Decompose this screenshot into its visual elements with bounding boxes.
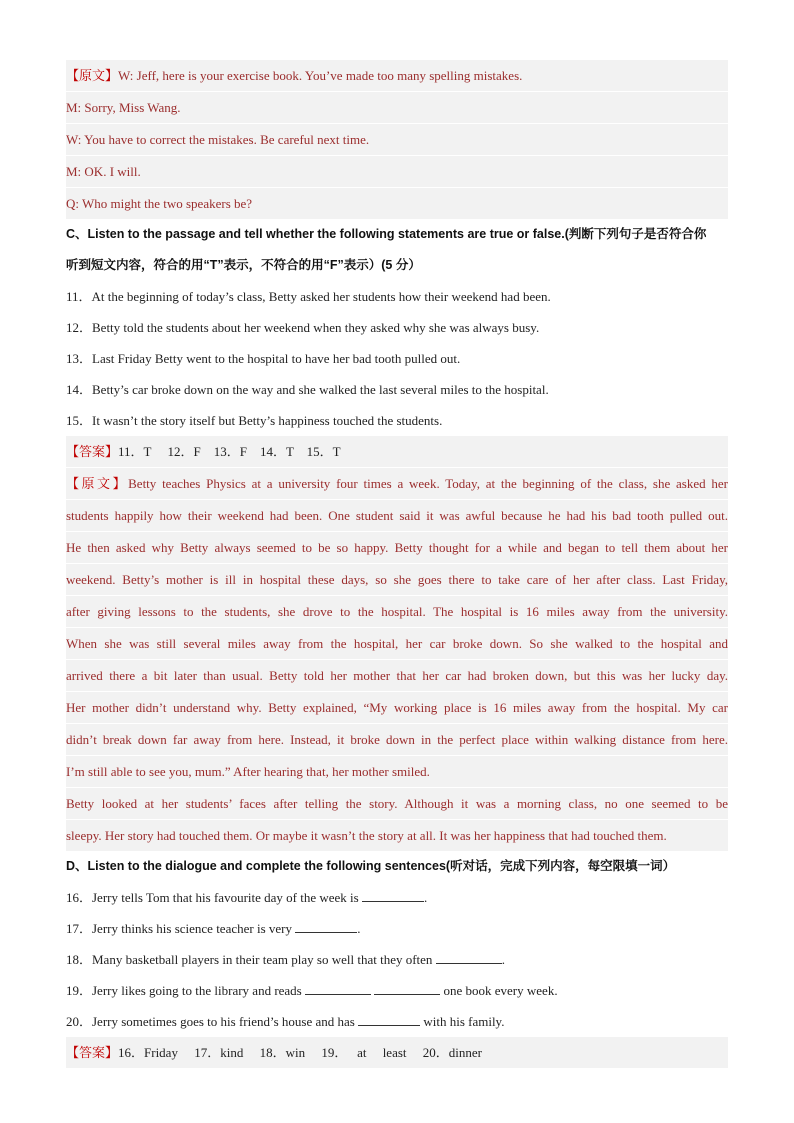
transcript-block-b: [66, 60, 728, 219]
transcript-line: He then asked why Betty always seemed to be so happy. Betty thought for a while and began to tell them about her: [66, 531, 728, 563]
question-text: .: [423, 890, 428, 905]
transcript-line: [66, 467, 728, 499]
question-18: [66, 944, 728, 975]
transcript-line: weekend. Betty’s mother is ill in hospital these days, so she goes there to take care of her after class. Last Friday,: [66, 563, 728, 595]
transcript-line: Betty looked at her students’ faces after telling the story. Although it was a morning class, no one seemed to be: [66, 787, 728, 819]
question-11: 11．At the beginning of today’s class, Betty asked her students how their weekend had been.: [66, 289, 551, 304]
transcript-block-c: [66, 467, 728, 851]
transcript-line: W: You have to correct the mistakes. Be careful next time.: [66, 123, 728, 155]
transcript-line: M: OK. I will.: [66, 155, 728, 187]
document-page: [66, 60, 728, 1068]
transcript-line: Her mother didn’t understand why. Betty explained, “My working place is 16 miles away from the hospital. My car: [66, 691, 728, 723]
answer-line-d: [66, 1037, 728, 1068]
transcript-line: M: Sorry, Miss Wang.: [66, 91, 728, 123]
question-text: 20．Jerry sometimes goes to his friend’s house and has: [66, 1014, 359, 1029]
question-text: .: [501, 952, 505, 967]
answer-blank[interactable]: [362, 889, 424, 902]
question-14: 14．Betty’s car broke down on the way and she walked the last several miles to the hospital.: [66, 382, 549, 397]
section-c: [66, 219, 728, 851]
answer-blank[interactable]: [374, 982, 440, 995]
transcript-text: Betty teaches Physics at a university four times a week. Today, at the beginning of the class, she asked her: [128, 476, 728, 491]
section-d-heading: D、Listen to the dialogue and complete the following sentences(听对话，完成下列内容，每空限填一词）: [66, 859, 676, 873]
question-19: [66, 975, 728, 1006]
section-c-heading: C、Listen to the passage and tell whether the following statements are true or false.(判断下列句子是否符合你: [66, 227, 707, 241]
question-text: 19．Jerry likes going to the library and reads: [66, 983, 305, 998]
question-13: 13．Last Friday Betty went to the hospital to have her bad tooth pulled out.: [66, 351, 461, 366]
transcript-tag: 【原文】: [66, 69, 119, 84]
answer-blank[interactable]: [305, 982, 371, 995]
transcript-line: didn’t break down far away from here. Instead, it broke down in the perfect place within walking distance from here.: [66, 723, 728, 755]
section-c-heading-cont: 听到短文内容，符合的用“T”表示，不符合的用“F”表示）(5 分）: [66, 258, 421, 272]
transcript-line: students happily how their weekend had been. One student said it was awful because he had his bad tooth pulled out.: [66, 499, 728, 531]
answer-tag: 【答案】: [66, 1046, 119, 1061]
question-text: one book every week.: [440, 983, 558, 998]
answer-tag: 【答案】: [66, 445, 119, 460]
question-text: 16．Jerry tells Tom that his favourite day of the week is: [66, 890, 362, 905]
answer-text: 11．T 12．F 13．F 14．T 15．T: [118, 444, 341, 459]
transcript-line: Q: Who might the two speakers be?: [66, 187, 728, 219]
section-d: [66, 851, 728, 1068]
transcript-tag: 【原文】: [66, 477, 129, 492]
question-text: with his family.: [420, 1014, 505, 1029]
transcript-line: sleepy. Her story had touched them. Or maybe it wasn’t the story at all. It was her happiness that had touched them.: [66, 819, 728, 851]
answer-blank[interactable]: [358, 1013, 420, 1026]
question-text: 18．Many basketball players in their team play so well that they often: [66, 952, 436, 967]
question-12: 12．Betty told the students about her weekend when they asked why she was always busy.: [66, 320, 540, 335]
question-text: .: [357, 921, 361, 936]
question-15: 15．It wasn’t the story itself but Betty’s happiness touched the students.: [66, 413, 443, 428]
transcript-line: When she was still several miles away from the hospital, her car broke down. So she walked to the hospital and: [66, 627, 728, 659]
question-20: [66, 1006, 728, 1037]
answer-blank[interactable]: [295, 920, 357, 933]
answer-blank[interactable]: [436, 951, 502, 964]
transcript-line: I’m still able to see you, mum.” After hearing that, her mother smiled.: [66, 755, 728, 787]
transcript-line: [66, 60, 728, 91]
transcript-line: arrived there a bit later than usual. Betty told her mother that her car had broken down, but this was her lucky day.: [66, 659, 728, 691]
transcript-text: W: Jeff, here is your exercise book. You’ve made too many spelling mistakes.: [118, 68, 523, 83]
question-17: [66, 913, 728, 944]
question-text: 17．Jerry thinks his science teacher is very: [66, 921, 296, 936]
answer-text: 16．Friday 17．kind 18．win 19． at least 20．dinner: [118, 1045, 482, 1060]
answer-line-c: [66, 436, 728, 467]
question-16: [66, 882, 728, 913]
transcript-line: after giving lessons to the students, she drove to the hospital. The hospital is 16 miles away from the university.: [66, 595, 728, 627]
